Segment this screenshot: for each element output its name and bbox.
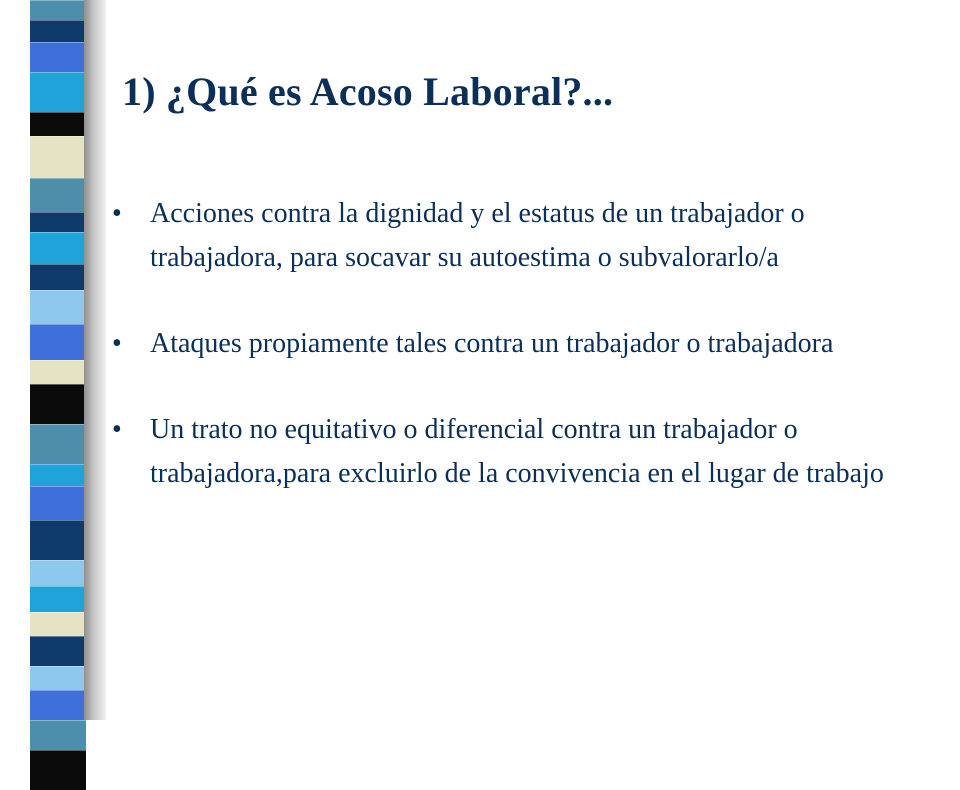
stripe — [30, 384, 86, 424]
stripe — [30, 0, 86, 20]
stripe — [30, 136, 86, 178]
decorative-stripe-band — [0, 0, 106, 720]
stripe — [30, 290, 86, 324]
stripe — [30, 520, 86, 560]
stripe — [30, 636, 86, 666]
stripe — [30, 560, 86, 586]
bullet-item — [112, 322, 902, 366]
slide-title: 1) ¿Qué es Acoso Laboral?... — [122, 69, 614, 114]
bullet-list — [112, 192, 902, 496]
bullet-text: Un trato no equitativo o diferencial contra un trabajador o trabajadora,para excluirlo de la convivencia en el lugar de trabajo — [150, 414, 884, 489]
stripe — [30, 20, 86, 42]
stripe — [30, 360, 86, 384]
stripe — [30, 178, 86, 212]
bullet-dot: • — [112, 414, 122, 445]
stripe — [30, 42, 86, 72]
stripe — [30, 424, 86, 464]
bullet-dot: • — [112, 328, 122, 359]
bullet-item — [112, 192, 902, 280]
stripe — [30, 486, 86, 520]
stripe — [30, 666, 86, 690]
bullet-dot: • — [112, 198, 122, 229]
stripe-column — [30, 0, 86, 720]
stripe — [30, 612, 86, 636]
stripe-shadow — [84, 0, 106, 720]
stripe — [30, 720, 86, 750]
stripe — [30, 232, 86, 264]
bullet-text: Acciones contra la dignidad y el estatus de un trabajador o trabajadora, para socavar su autoestima o subvalorarlo/a — [150, 198, 805, 273]
stripe — [30, 324, 86, 360]
stripe — [30, 212, 86, 232]
stripe — [30, 586, 86, 612]
stripe — [30, 264, 86, 290]
stripe — [30, 112, 86, 136]
stripe — [30, 690, 86, 720]
stripe — [30, 750, 86, 790]
stripe — [30, 464, 86, 486]
bullet-item — [112, 408, 902, 496]
stripe — [30, 72, 86, 112]
bullet-text: Ataques propiamente tales contra un trabajador o trabajadora — [150, 328, 834, 359]
